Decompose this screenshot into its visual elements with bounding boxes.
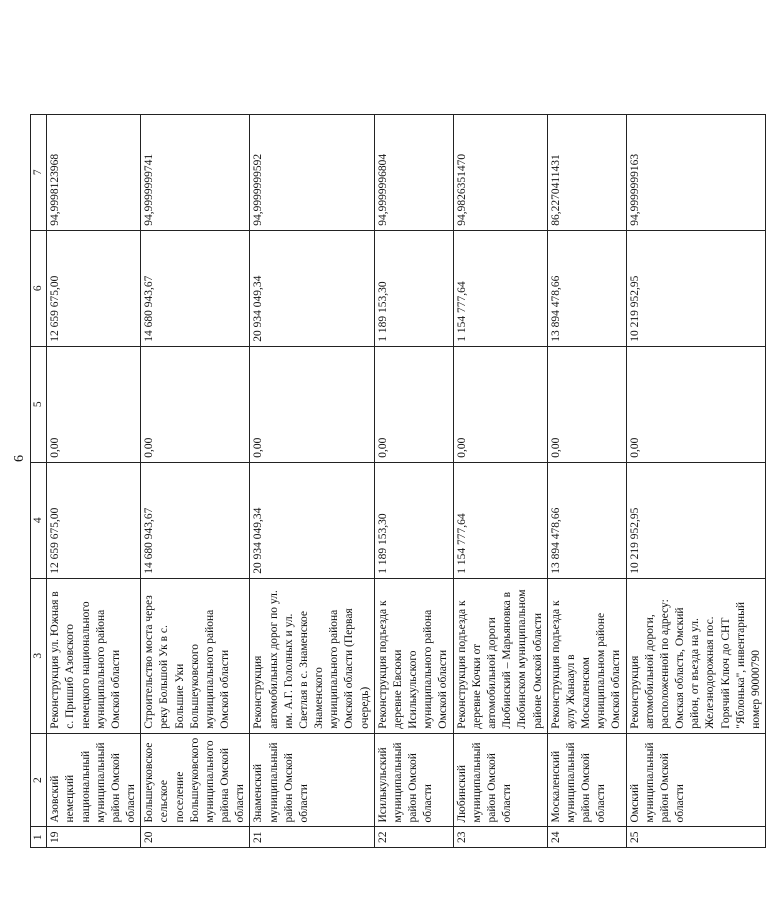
value-cell: 13 894 478,66 [547,230,626,346]
value-cell: 94,9998123968 [47,114,141,230]
column-header: 6 [31,230,47,346]
district-cell: Омский муниципальный район Омской области [626,733,766,827]
row-number: 24 [547,827,626,848]
district-cell: Знаменский муниципальный район Омской области [250,733,374,827]
column-header: 3 [31,578,47,733]
row-number: 22 [374,827,453,848]
value-cell: 94,9826351470 [453,114,547,230]
value-cell: 12 659 675,00 [47,462,141,578]
value-cell: 0,00 [547,346,626,462]
value-cell: 12 659 675,00 [47,230,141,346]
row-number: 21 [250,827,374,848]
district-cell: Исилькульский муниципальный район Омской области [374,733,453,827]
value-cell: 94,9999999163 [626,114,766,230]
table-header-row [31,114,47,847]
value-cell: 13 894 478,66 [547,462,626,578]
row-number: 19 [47,827,141,848]
project-cell: Строительство моста через реку Большой Ук в с. Большие Уки Большеуковского муниципального района Омской области [141,578,250,733]
row-number: 20 [141,827,250,848]
value-cell: 20 934 049,34 [250,462,374,578]
value-cell: 0,00 [47,346,141,462]
project-cell: Реконструкция подъезда к аулу Жанааул в Москаленском муниципальном районе Омской области [547,578,626,733]
table-row [250,114,374,847]
table-row [141,114,250,847]
row-number: 25 [626,827,766,848]
column-header: 2 [31,733,47,827]
page-number: 6 [12,455,27,462]
value-cell: 1 154 777,64 [453,462,547,578]
project-cell: Реконструкция автомобильных дорог по ул. им. А.Г. Гололных и ул. Светлая в с. Знаменское Знаменского муниципального района Омской области (Первая очередь) [250,578,374,733]
value-cell: 14 680 943,67 [141,230,250,346]
column-header: 7 [31,114,47,230]
district-cell: Москаленский муниципальный район Омской области [547,733,626,827]
district-cell: Азовский немецкий национальный муниципальный район Омской области [47,733,141,827]
row-number: 23 [453,827,547,848]
value-cell: 20 934 049,34 [250,230,374,346]
column-header: 5 [31,346,47,462]
value-cell: 94,9999999592 [250,114,374,230]
value-cell: 0,00 [141,346,250,462]
project-cell: Реконструкция подъезда к деревне Евсюки Исилькульского муниципального района Омской области [374,578,453,733]
value-cell: 0,00 [374,346,453,462]
column-header: 4 [31,462,47,578]
value-cell: 0,00 [626,346,766,462]
value-cell: 1 189 153,30 [374,230,453,346]
value-cell: 10 219 952,95 [626,462,766,578]
project-cell: Реконструкция ул. Южная в с. Пришиб Азовского немецкого национального муниципального района Омской области [47,578,141,733]
project-cell: Реконструкция подъезда к деревне Кочки от автомобильной дороги Любинский – Марьяновка в Любинском муниципальном районе Омской области [453,578,547,733]
district-cell: Большеуковское сельское поселение Большеуковского муниципального района Омской области [141,733,250,827]
value-cell: 1 189 153,30 [374,462,453,578]
value-cell: 86,2270411431 [547,114,626,230]
project-cell: Реконструкция автомобильной дороги, расположенной по адресу: Омская область, Омский район, от въезда на ул. Железнодорожная пос. Горячий Ключ до СНТ "Яблонька", инвентарный номер 90000790 [626,578,766,733]
value-cell: 94,9999999741 [141,114,250,230]
value-cell: 0,00 [453,346,547,462]
funding-table [30,114,766,848]
table-row [626,114,766,847]
value-cell: 1 154 777,64 [453,230,547,346]
district-cell: Любинский муниципальный район Омской области [453,733,547,827]
table-row [453,114,547,847]
value-cell: 10 219 952,95 [626,230,766,346]
column-header: 1 [31,827,47,848]
table-row [47,114,141,847]
table-row [374,114,453,847]
table-row [547,114,626,847]
value-cell: 94,9999996804 [374,114,453,230]
value-cell: 14 680 943,67 [141,462,250,578]
value-cell: 0,00 [250,346,374,462]
